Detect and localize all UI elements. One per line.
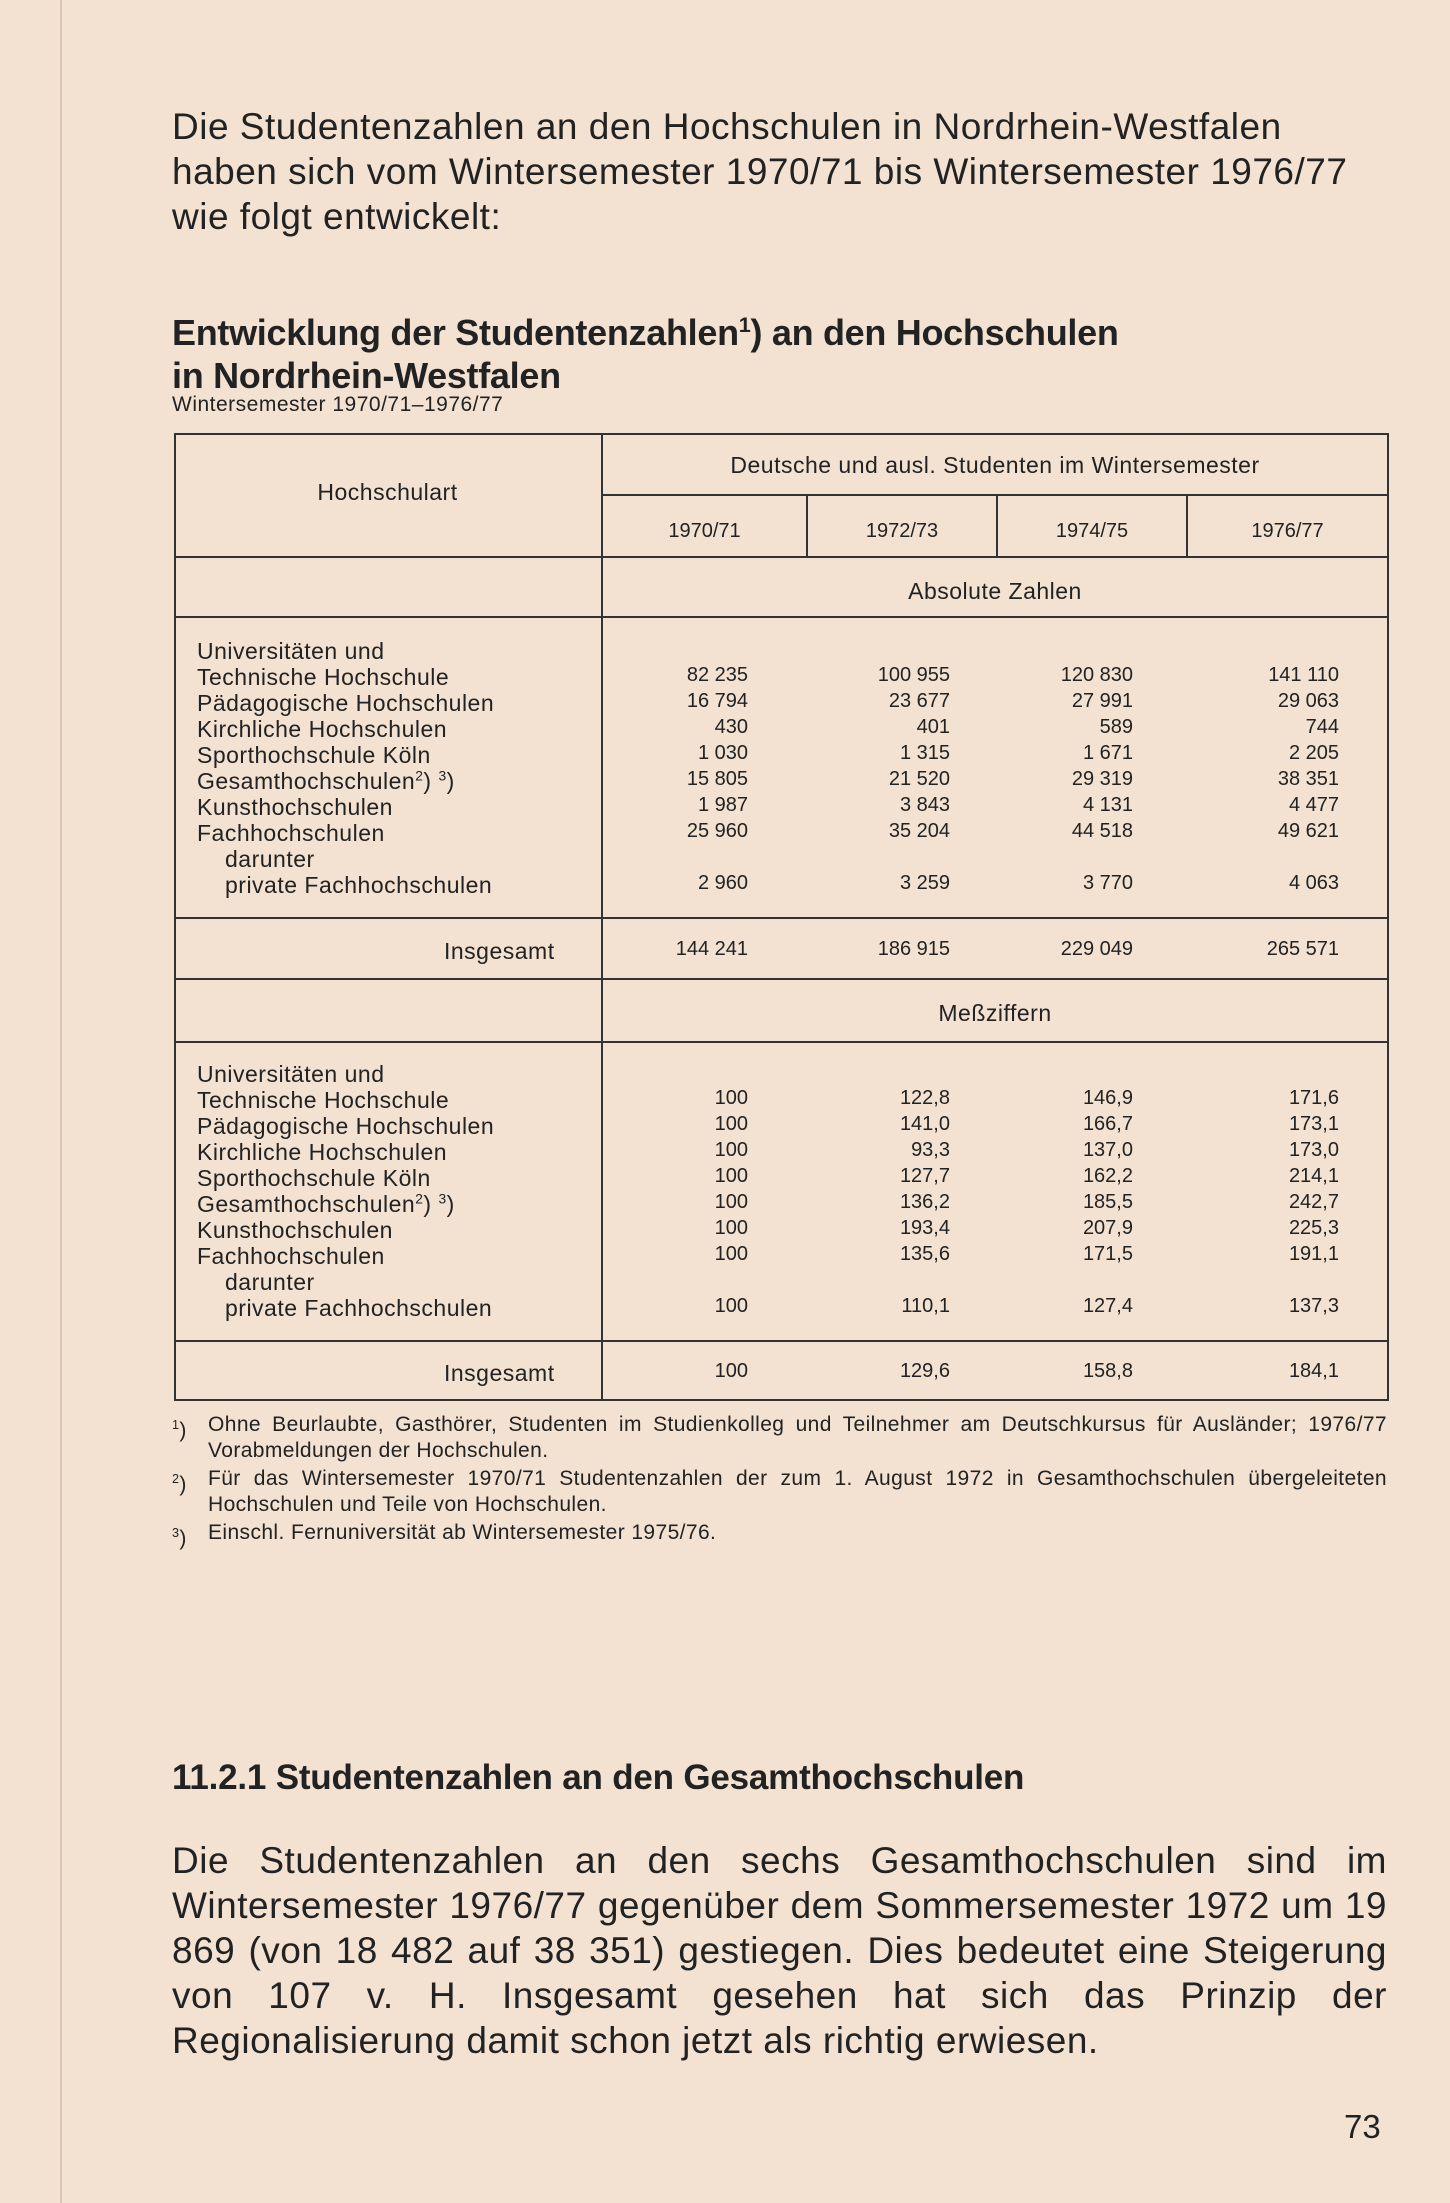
row-label: Gesamthochschulen$^2$) $^3$)	[197, 768, 455, 794]
idx-gesamt-cell: 242,7	[1288, 1191, 1339, 1213]
row-label-total: Insgesamt	[444, 1360, 555, 1386]
table-title-line1-b: ) an den Hochschulen	[750, 312, 1119, 353]
page-margin-line	[60, 0, 62, 2203]
footnote-1: $^1$) Ohne Beurlaubte, Gasthörer, Studenten im Studienkolleg und Teilnehmer am Deutschkursus für Ausländer; 1976/77 Vorabmeldungen der Hochschulen.	[172, 1413, 1387, 1462]
abs-paed-cell: 29 063	[1277, 690, 1339, 712]
abs-gesamt-cell: 15 805	[686, 768, 748, 790]
footnote-ref-3: 3	[438, 1191, 447, 1207]
table-rule	[174, 917, 1389, 919]
idx-kirch-cell: 173,0	[1288, 1139, 1339, 1161]
abs-privat-cell: 4 063	[1288, 872, 1339, 894]
abs-paed-cell: 23 677	[888, 690, 950, 712]
idx-sport-cell: 100	[714, 1165, 748, 1187]
idx-fach-cell: 171,5	[1082, 1243, 1133, 1265]
row-label: Universitäten und	[197, 638, 385, 664]
idx-fach-cell: 100	[714, 1243, 748, 1265]
section-heading: 11.2.1 Studentenzahlen an den Gesamthochschulen	[172, 1758, 1025, 1797]
row-label: Universitäten und	[197, 1061, 385, 1087]
idx-paed-cell: 141,0	[899, 1113, 950, 1135]
idx-total-cell: 100	[714, 1360, 748, 1382]
abs-uni-cell: 82 235	[686, 664, 748, 686]
abs-uni-cell: 120 830	[1060, 664, 1133, 686]
abs-privat-cell: 3 770	[1082, 872, 1133, 894]
row-label: darunter	[225, 1269, 315, 1295]
row-label-total: Insgesamt	[444, 938, 555, 964]
row-label: Kunsthochschulen	[197, 1217, 393, 1243]
idx-gesamt-cell: 136,2	[899, 1191, 950, 1213]
table-rule	[174, 1041, 1389, 1043]
footnote-ref-1: 1	[738, 312, 751, 337]
table-rule	[601, 494, 1389, 496]
idx-privat-cell: 110,1	[901, 1295, 950, 1317]
idx-paed-cell: 100	[714, 1113, 748, 1135]
idx-kunst-cell: 100	[714, 1217, 748, 1239]
year-header: 1976/77	[1251, 520, 1324, 542]
idx-kunst-cell: 207,9	[1082, 1217, 1133, 1239]
row-label: private Fachhochschulen	[225, 872, 493, 898]
idx-gesamt-cell: 100	[714, 1191, 748, 1213]
idx-kirch-cell: 137,0	[1082, 1139, 1133, 1161]
year-header: 1972/73	[865, 520, 939, 542]
row-label: Technische Hochschule	[197, 664, 450, 690]
abs-kirch-cell: 401	[916, 716, 950, 738]
table-subtitle: Wintersemester 1970/71–1976/77	[172, 393, 504, 416]
idx-sport-cell: 127,7	[899, 1165, 950, 1187]
abs-total-cell: 265 571	[1266, 938, 1339, 960]
abs-total-cell: 186 915	[877, 938, 950, 960]
abs-uni-cell: 141 110	[1268, 664, 1339, 686]
abs-fach-cell: 44 518	[1071, 820, 1133, 842]
footnote-3: $^3$) Einschl. Fernuniversität ab Wintersemester 1975/76.	[172, 1521, 717, 1550]
year-header: 1974/75	[1055, 520, 1129, 542]
abs-kunst-cell: 3 843	[899, 794, 950, 816]
footnote-ref-2: 2	[415, 1191, 424, 1207]
table-rule	[174, 556, 1389, 558]
idx-uni-cell: 146,9	[1082, 1087, 1133, 1109]
abs-sport-cell: 1 671	[1082, 742, 1133, 764]
idx-kirch-cell: 93,3	[911, 1139, 950, 1161]
abs-kunst-cell: 4 131	[1082, 794, 1133, 816]
idx-total-cell: 184,1	[1288, 1360, 1339, 1382]
footnote-ref-2: 2	[415, 768, 424, 784]
abs-gesamt-cell: 29 319	[1071, 768, 1133, 790]
abs-gesamt-cell: 38 351	[1277, 768, 1339, 790]
abs-sport-cell: 1 030	[697, 742, 748, 764]
abs-fach-cell: 49 621	[1277, 820, 1339, 842]
abs-fach-cell: 35 204	[888, 820, 950, 842]
year-header: 1970/71	[668, 520, 741, 542]
idx-paed-cell: 166,7	[1082, 1113, 1133, 1135]
idx-total-cell: 158,8	[1082, 1360, 1133, 1382]
abs-total-cell: 229 049	[1060, 938, 1133, 960]
idx-kunst-cell: 225,3	[1288, 1217, 1339, 1239]
col-header-hochschulart: Hochschulart	[317, 479, 458, 505]
abs-total-cell: 144 241	[675, 938, 748, 960]
page-number: 73	[1344, 2108, 1381, 2145]
idx-sport-cell: 162,2	[1082, 1165, 1133, 1187]
abs-kirch-cell: 744	[1305, 716, 1339, 738]
row-label: Kirchliche Hochschulen	[197, 1139, 448, 1165]
table-rule	[174, 1340, 1389, 1342]
abs-kunst-cell: 1 987	[697, 794, 748, 816]
section-label-index: Meßziffern	[938, 1000, 1052, 1026]
section-label-absolute: Absolute Zahlen	[908, 578, 1082, 604]
abs-paed-cell: 27 991	[1071, 690, 1133, 712]
row-label: Fachhochschulen	[197, 1243, 385, 1269]
abs-kunst-cell: 4 477	[1288, 794, 1339, 816]
footnote-2: $^2$) Für das Wintersemester 1970/71 Studentenzahlen der zum 1. August 1972 in Gesamthochschulen übergeleiteten Hochschulen und Teile von Hochschulen.	[172, 1467, 1387, 1516]
table-title-line2: in Nordrhein-Westfalen	[172, 355, 561, 396]
abs-uni-cell: 100 955	[877, 664, 950, 686]
row-label: private Fachhochschulen	[225, 1295, 493, 1321]
row-label: Kirchliche Hochschulen	[197, 716, 448, 742]
abs-paed-cell: 16 794	[686, 690, 748, 712]
abs-privat-cell: 3 259	[899, 872, 950, 894]
row-label: Fachhochschulen	[197, 820, 385, 846]
row-label: Pädagogische Hochschulen	[197, 1113, 495, 1139]
row-label: Sporthochschule Köln	[197, 1165, 431, 1191]
abs-sport-cell: 2 205	[1288, 742, 1339, 764]
row-label: Gesamthochschulen$^2$) $^3$)	[197, 1191, 455, 1217]
abs-fach-cell: 25 960	[686, 820, 748, 842]
idx-uni-cell: 122,8	[899, 1087, 950, 1109]
idx-fach-cell: 191,1	[1288, 1243, 1339, 1265]
idx-paed-cell: 173,1	[1288, 1113, 1339, 1135]
row-label: Sporthochschule Köln	[197, 742, 431, 768]
idx-uni-cell: 100	[714, 1087, 748, 1109]
group-header: Deutsche und ausl. Studenten im Wintersemester	[730, 452, 1260, 478]
idx-sport-cell: 214,1	[1288, 1165, 1339, 1187]
row-label: Kunsthochschulen	[197, 794, 393, 820]
abs-kirch-cell: 589	[1099, 716, 1133, 738]
abs-privat-cell: 2 960	[697, 872, 748, 894]
idx-gesamt-cell: 185,5	[1082, 1191, 1133, 1213]
table-rule	[174, 978, 1389, 980]
abs-kirch-cell: 430	[714, 716, 748, 738]
row-label: Pädagogische Hochschulen	[197, 690, 495, 716]
idx-privat-cell: 137,3	[1288, 1295, 1339, 1317]
idx-total-cell: 129,6	[899, 1360, 950, 1382]
idx-privat-cell: 127,4	[1082, 1295, 1133, 1317]
idx-kirch-cell: 100	[714, 1139, 748, 1161]
table-title-line1-a: Entwicklung der Studentenzahlen	[172, 312, 739, 353]
intro-text: Die Studentenzahlen an den Hochschulen in Nordrhein-Westfalen haben sich vom Wintersemester 1970/71 bis Wintersemester 1976/77 wie folgt entwickelt:	[172, 106, 1348, 237]
idx-fach-cell: 135,6	[899, 1243, 950, 1265]
row-label: darunter	[225, 846, 315, 872]
abs-gesamt-cell: 21 520	[888, 768, 950, 790]
row-label: Technische Hochschule	[197, 1087, 450, 1113]
body-paragraph: Die Studentenzahlen an den sechs Gesamthochschulen sind im Wintersemester 1976/77 gegenüber dem Sommersemester 1972 um 19 869 (von 18 482 auf 38 351) gestiegen. Dies bedeutet eine Steigerung von 107 v. H. Insgesamt gesehen hat sich das Prinzip der Regionalisierung damit schon jetzt als richtig erwiesen.	[172, 1840, 1387, 2061]
abs-sport-cell: 1 315	[899, 742, 950, 764]
table-title	[172, 303, 1119, 397]
idx-uni-cell: 171,6	[1288, 1087, 1339, 1109]
idx-privat-cell: 100	[714, 1295, 748, 1317]
table-rule	[174, 616, 1389, 618]
idx-kunst-cell: 193,4	[899, 1217, 950, 1239]
footnote-ref-3: 3	[438, 768, 447, 784]
